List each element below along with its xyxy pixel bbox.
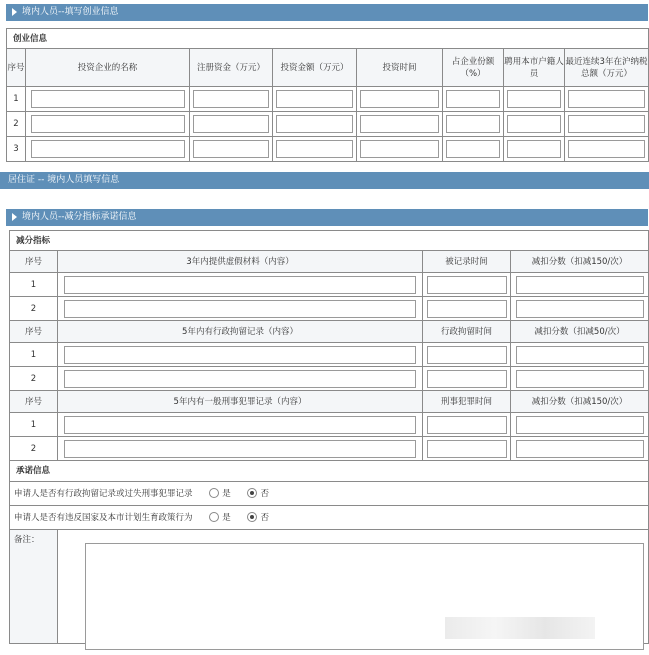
col-detention-time: 行政拘留时间 bbox=[423, 321, 511, 343]
col-local-employees: 聘用本市户籍人员 bbox=[504, 49, 565, 87]
table-row bbox=[10, 273, 649, 297]
table-row bbox=[10, 297, 649, 321]
investment-amount-input[interactable] bbox=[276, 90, 353, 108]
local-employees-input[interactable] bbox=[507, 140, 561, 158]
radio-yes-label: 是 bbox=[222, 488, 231, 499]
registered-capital-input[interactable] bbox=[193, 90, 269, 108]
deduction-group-header bbox=[10, 391, 649, 413]
col-seq: 序号 bbox=[7, 49, 26, 87]
row-number: 3 bbox=[7, 137, 26, 162]
col-record-time: 被记录时间 bbox=[423, 251, 511, 273]
row-number: 2 bbox=[10, 297, 58, 321]
company-name-input[interactable] bbox=[31, 140, 185, 158]
col-seq: 序号 bbox=[10, 251, 58, 273]
share-percent-input[interactable] bbox=[446, 140, 500, 158]
registered-capital-input[interactable] bbox=[193, 140, 269, 158]
share-percent-input[interactable] bbox=[446, 90, 500, 108]
time-input[interactable] bbox=[427, 346, 507, 364]
content-input[interactable] bbox=[64, 440, 416, 458]
time-input[interactable] bbox=[427, 370, 507, 388]
col-tax-total: 最近连续3年在沪纳税总额（万元） bbox=[565, 49, 649, 87]
score-input[interactable] bbox=[516, 370, 644, 388]
triangle-right-icon bbox=[12, 213, 17, 221]
company-name-input[interactable] bbox=[31, 115, 185, 133]
row-number: 1 bbox=[7, 87, 26, 112]
time-input[interactable] bbox=[427, 416, 507, 434]
row-number: 2 bbox=[7, 112, 26, 137]
entrepreneurship-table bbox=[6, 28, 649, 162]
commitment-row bbox=[10, 506, 649, 530]
col-crime-time: 刑事犯罪时间 bbox=[423, 391, 511, 413]
local-employees-input[interactable] bbox=[507, 115, 561, 133]
deduction-group-header bbox=[10, 251, 649, 273]
score-input[interactable] bbox=[516, 276, 644, 294]
radio-yes-label: 是 bbox=[222, 512, 231, 523]
content-input[interactable] bbox=[64, 300, 416, 318]
col-investment-time: 投资时间 bbox=[357, 49, 443, 87]
content-input[interactable] bbox=[64, 416, 416, 434]
col-false-materials: 3年内提供虚假材料（内容） bbox=[58, 251, 423, 273]
entrepreneurship-subheading: 创业信息 bbox=[7, 29, 649, 49]
remarks-label: 备注： bbox=[10, 530, 58, 644]
row-number: 1 bbox=[10, 343, 58, 367]
radio-yes[interactable] bbox=[209, 488, 219, 498]
entrepreneurship-header-row bbox=[7, 49, 649, 87]
table-row bbox=[7, 87, 649, 112]
col-criminal-record: 5年内有一般刑事犯罪记录（内容） bbox=[58, 391, 423, 413]
investment-time-input[interactable] bbox=[360, 90, 439, 108]
col-deduct-score: 减扣分数（扣减50/次） bbox=[511, 321, 649, 343]
row-number: 1 bbox=[10, 273, 58, 297]
investment-time-input[interactable] bbox=[360, 140, 439, 158]
table-row bbox=[10, 437, 649, 461]
tax-total-input[interactable] bbox=[568, 115, 645, 133]
radio-no-label: 否 bbox=[260, 512, 269, 523]
radio-yes[interactable] bbox=[209, 512, 219, 522]
triangle-right-icon bbox=[12, 8, 17, 16]
section-header-residence-permit bbox=[0, 172, 649, 189]
col-investment-amount: 投资金额（万元） bbox=[273, 49, 357, 87]
table-row bbox=[7, 137, 649, 162]
time-input[interactable] bbox=[427, 440, 507, 458]
col-registered-capital: 注册资金（万元） bbox=[190, 49, 273, 87]
time-input[interactable] bbox=[427, 276, 507, 294]
score-input[interactable] bbox=[516, 440, 644, 458]
col-seq: 序号 bbox=[10, 321, 58, 343]
watermark bbox=[445, 617, 595, 639]
col-deduct-score: 减扣分数（扣减150/次） bbox=[511, 251, 649, 273]
deduction-subheading: 减分指标 bbox=[10, 231, 649, 251]
commitment-question: 申请人是否有违反国家及本市计划生育政策行为 bbox=[14, 512, 193, 523]
content-input[interactable] bbox=[64, 346, 416, 364]
tax-total-input[interactable] bbox=[568, 140, 645, 158]
table-row bbox=[10, 367, 649, 391]
score-input[interactable] bbox=[516, 416, 644, 434]
col-detention-record: 5年内有行政拘留记录（内容） bbox=[58, 321, 423, 343]
commitment-question: 申请人是否有行政拘留记录或过失刑事犯罪记录 bbox=[14, 488, 193, 499]
local-employees-input[interactable] bbox=[507, 90, 561, 108]
time-input[interactable] bbox=[427, 300, 507, 318]
row-number: 2 bbox=[10, 437, 58, 461]
score-input[interactable] bbox=[516, 346, 644, 364]
investment-amount-input[interactable] bbox=[276, 140, 353, 158]
content-input[interactable] bbox=[64, 276, 416, 294]
content-input[interactable] bbox=[64, 370, 416, 388]
radio-no-label: 否 bbox=[260, 488, 269, 499]
table-row bbox=[10, 413, 649, 437]
radio-no[interactable] bbox=[247, 488, 257, 498]
col-seq: 序号 bbox=[10, 391, 58, 413]
section-header-entrepreneurship bbox=[6, 4, 648, 21]
score-input[interactable] bbox=[516, 300, 644, 318]
row-number: 1 bbox=[10, 413, 58, 437]
investment-amount-input[interactable] bbox=[276, 115, 353, 133]
radio-no[interactable] bbox=[247, 512, 257, 522]
section-header-deduction bbox=[6, 209, 648, 226]
share-percent-input[interactable] bbox=[446, 115, 500, 133]
table-row bbox=[10, 343, 649, 367]
deduction-group-header bbox=[10, 321, 649, 343]
row-number: 2 bbox=[10, 367, 58, 391]
col-share-percent: 占企业份额（%） bbox=[443, 49, 504, 87]
commitment-heading: 承诺信息 bbox=[10, 461, 649, 482]
section-header-title: 境内人员--填写创业信息 bbox=[22, 7, 119, 17]
commitment-row bbox=[10, 482, 649, 506]
company-name-input[interactable] bbox=[31, 90, 185, 108]
section-header-title: 居住证 -- 境内人员填写信息 bbox=[8, 175, 120, 185]
col-deduct-score: 减扣分数（扣减150/次） bbox=[511, 391, 649, 413]
registered-capital-input[interactable] bbox=[193, 115, 269, 133]
investment-time-input[interactable] bbox=[360, 115, 439, 133]
col-company-name: 投资企业的名称 bbox=[26, 49, 190, 87]
table-row bbox=[7, 112, 649, 137]
section-header-title: 境内人员--减分指标承诺信息 bbox=[22, 212, 137, 222]
tax-total-input[interactable] bbox=[568, 90, 645, 108]
